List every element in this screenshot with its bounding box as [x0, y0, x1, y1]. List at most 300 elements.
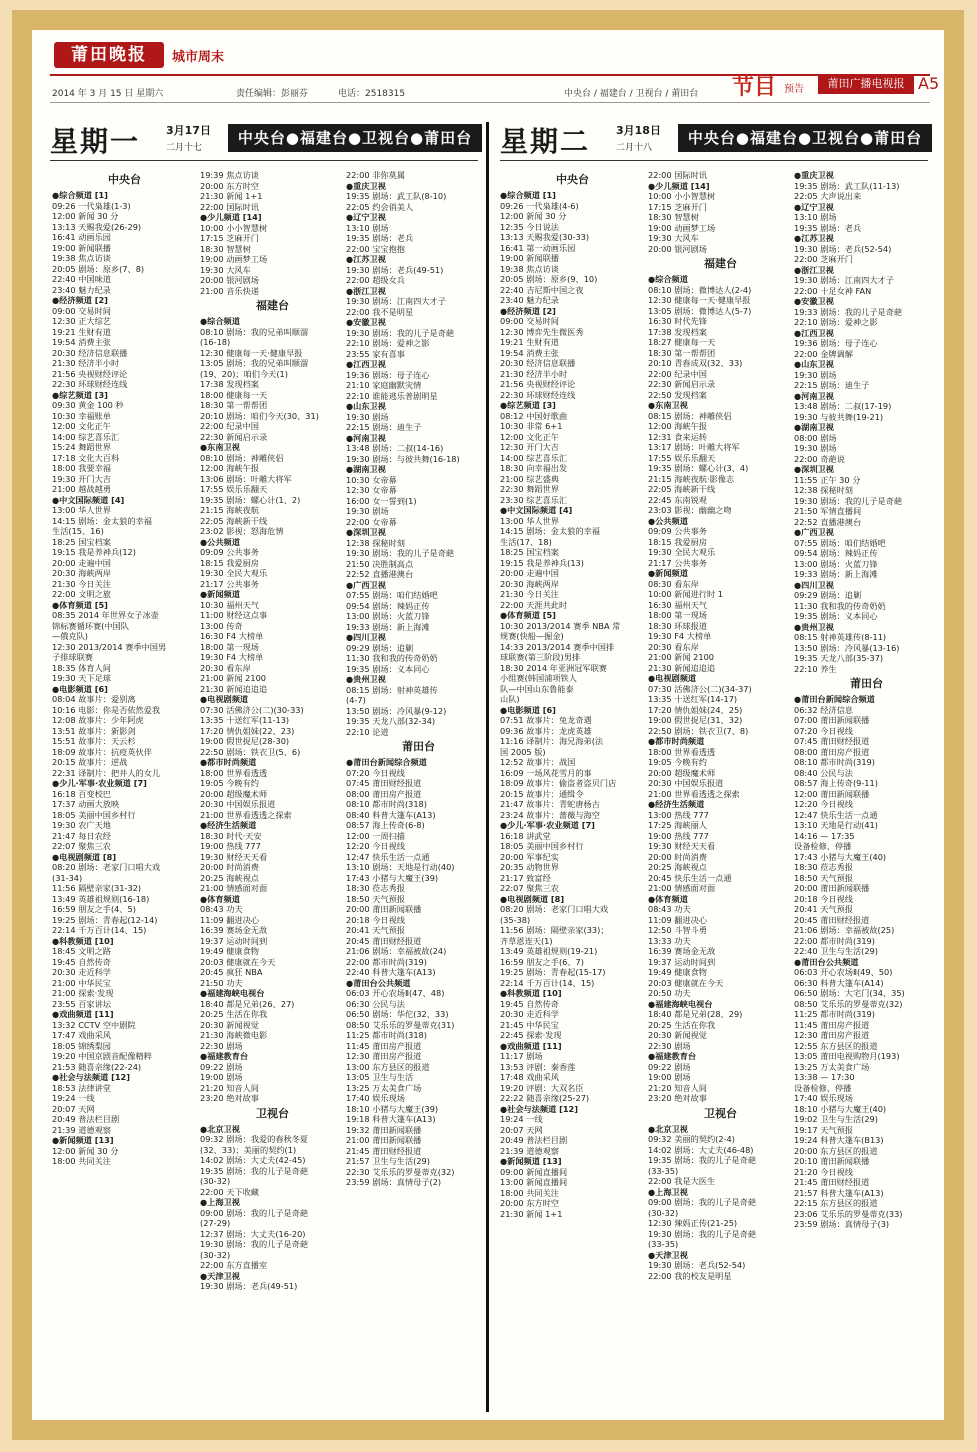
program-line: 20:41 天气预报 [346, 925, 405, 935]
program-line: 16:59 朋友之手(4、5) [52, 904, 136, 914]
program-line: 22:07 聚焦三农 [500, 883, 559, 893]
program-line: 09:22 剧场 [200, 1061, 243, 1072]
program-line: 10:00 小小智慧树 [200, 222, 268, 233]
program-line: 12:55 东方县区的报道 [794, 1040, 878, 1051]
program-line: 21:30 新闻追追追 [648, 662, 716, 673]
program-line: 15:24 舞蹈世界 [52, 442, 111, 452]
program-line: 22:00 国际时讯 [648, 170, 707, 180]
program-line: 20:00 时尚消费 [648, 851, 707, 862]
program-line: 19:25 剧场：青春起(12-14) [52, 914, 158, 925]
program-line: 13:05 莆田电视购物月(193) [794, 1051, 900, 1061]
program-line: 23:24 故事片：蔷薇与海空 [500, 809, 600, 820]
program-line: 21:30 新闻追追追 [200, 683, 268, 694]
program-line: 20:15 故事片：通缉令 [500, 788, 584, 799]
program-line: 19:30 剧场：老兵(49-51) [200, 1281, 298, 1291]
program-line: 08:20 剧场：老家门口唱大戏 [52, 862, 161, 872]
program-line: 19:32 莆田新闻联播 [346, 1124, 422, 1135]
program-line: 19:30 剧场：与彼共舞(16-18) [346, 453, 460, 464]
program-line: 19:30 F4 大榜单 [648, 631, 712, 641]
program-line: 18:00 世界看透透 [648, 746, 716, 757]
program-line: 12:35 今日说法 [500, 221, 559, 232]
program-line: 09:22 剧场 [648, 1061, 691, 1072]
program-line: 21:17 公共事务 [200, 578, 259, 589]
program-line: 09:26 一代枭雄(1-3) [52, 200, 131, 211]
channel-heading: ●综合频道 [200, 316, 240, 326]
program-line: 06:50 剧场：华佗(32、33) [346, 1009, 449, 1019]
channel-heading: ●湖南卫视 [346, 464, 386, 474]
program-line: 21:00 新闻 2100 [648, 652, 715, 662]
program-line: 22:00 女帝幕 [346, 516, 397, 527]
program-line: 13:00 东方县区的报道 [346, 1061, 430, 1072]
program-line: 12:30 健康每一天·健康早报 [200, 347, 303, 358]
program-line: 13:32 CCTV 空中剧院 [52, 1019, 136, 1030]
program-line: 22:00 我不是明星 [346, 306, 414, 317]
channel-heading: ●科教频道 [10] [52, 935, 114, 946]
program-line: 22:00 金牌调解 [794, 348, 853, 359]
program-line: 锦标赛循环赛(中国队 [52, 620, 129, 631]
program-line: 23:03 影视：幽幽之吻 [648, 505, 732, 515]
program-line: 10:30 幸福账单 [52, 410, 111, 421]
channel-heading: ●中文国际频道 [4] [500, 505, 573, 515]
channel-heading: ●体育频道 [5] [52, 599, 108, 610]
program-line: 22:40 卫生与生活(29) [794, 946, 878, 956]
program-line: 22:14 千万百计(14、15) [500, 977, 595, 988]
program-line: 山队) [500, 694, 520, 704]
program-line: 19:38 焦点访谈 [500, 263, 559, 274]
channel-heading: ●重庆卫视 [346, 180, 386, 191]
masthead [32, 30, 944, 100]
program-line: 齐草恩连天(1) [500, 935, 553, 946]
program-line: 20:30 海峡两岸 [500, 578, 559, 589]
day-date: 3月18日 [616, 124, 661, 137]
day-lunar: 二月十八 [616, 143, 653, 153]
channel-heading: ●广西卫视 [346, 579, 386, 590]
program-line: 19:33 剧场：新上海滩 [346, 621, 430, 632]
program-line: 12:31 食来运转 [648, 431, 707, 442]
program-line: 11:45 莆田房产报道 [346, 1040, 422, 1051]
program-line: 13:33 功夫 [648, 935, 691, 946]
program-line: 20:07 天网 [52, 1103, 95, 1114]
program-line: 19:00 动画梦工场 [648, 222, 716, 233]
program-line: 20:45 莆田财经报道 [794, 914, 870, 925]
program-line: 21:15 海峡夜航·影像志 [648, 473, 735, 484]
program-line: 16:41 第一动画乐园 [500, 242, 576, 253]
program-line: 11:30 我和我的传奇奶奶 [346, 653, 438, 663]
program-line: 07:20 今日视线 [794, 725, 853, 736]
program-line: 12:00 海峡午报 [200, 463, 259, 473]
program-line: 18:10 小猪与大魔王(40) [794, 1103, 887, 1114]
program-line: 21:30 新闻 1+1 [500, 1208, 563, 1219]
program-line: 21:47 每日农经 [52, 830, 111, 841]
listing-column [200, 170, 345, 1410]
program-line: 17:37 动画大放映 [52, 799, 120, 809]
program-line: 20:15 故事片：逆战 [52, 757, 128, 767]
program-line: 18:30 环球报道 [648, 620, 707, 631]
program-line: 14:15 剧场：金太狼的幸福 [52, 515, 152, 526]
program-line: 08:50 艾乐乐的罗曼蒂克(31) [346, 1019, 455, 1030]
program-line: 21:57 卫生与生活(29) [346, 1156, 430, 1166]
program-line: 18:09 故事片：偷盗者盗贝门店 [500, 778, 617, 788]
program-line: 20:00 东方时空 [200, 180, 259, 191]
program-line: 设备检修、停播 [794, 1082, 852, 1093]
program-line: 14:16 — 17:35 [794, 830, 855, 841]
program-line: 23:40 魅力纪录 [500, 295, 559, 305]
program-line: 16:18 讲武堂 [500, 830, 551, 841]
program-line: 21:00 情感面对面 [200, 883, 268, 893]
program-line: 19:35 剧场：老兵 [346, 233, 414, 243]
program-line: 17:15 芝麻开门 [200, 233, 259, 243]
program-line: 23:20 绝对故事 [648, 1093, 707, 1103]
program-line: 19:54 消费主张 [52, 337, 111, 347]
listing-column [52, 170, 197, 1410]
program-line: 12:00 新闻 30 分 [52, 1145, 119, 1156]
channel-heading: ●戏曲频道 [11] [52, 1009, 114, 1019]
program-line: 20:00 超级魔术师 [200, 788, 268, 799]
program-line: 13:00 剧场：火蓝刀锋 [346, 611, 430, 621]
channel-heading: ●安徽卫视 [794, 296, 834, 306]
channel-heading: ●中文国际频道 [4] [52, 494, 125, 505]
program-line: 22:50 发现档案 [648, 389, 707, 400]
program-line: 16:00 女一誓到(1) [346, 495, 417, 506]
channel-heading: ●经济生活频道 [200, 820, 257, 830]
program-line: 22:00 宝宝抱抱 [346, 243, 405, 254]
program-line: 15:51 故事片：天云杉 [52, 736, 136, 746]
program-line: 21:50 军情直播间 [794, 506, 862, 516]
channel-heading: ●都市时尚频道 [200, 757, 257, 767]
program-line: 13:10 天地是行动(41) [794, 820, 878, 830]
program-line: 14:33 2013/2014 赛季中国排 [500, 641, 615, 652]
listing-column [648, 170, 793, 1410]
program-line: 06:30 公民与法 [346, 998, 405, 1009]
program-line: 20:25 海峡视点 [648, 862, 707, 872]
channel-heading: ●经济频道 [2] [52, 295, 108, 305]
program-line: 23:30 综艺喜乐汇 [500, 494, 568, 505]
program-line: 13:00 传奇 [200, 620, 243, 631]
program-line: 13:05 剧场：微博达人(5-7) [648, 305, 752, 316]
program-line: 20:30 中国娱乐报道 [200, 799, 276, 809]
program-line: 17:38 发现档案 [200, 379, 259, 389]
program-line: 13:17 剧场：叶雕大将军 [648, 442, 740, 452]
program-line: 08:40 科普大篷车(A13) [346, 809, 436, 820]
program-line: 19:38 焦点访谈 [52, 253, 111, 263]
channel-heading: ●贵州卫视 [346, 674, 386, 684]
program-line: 20:05 剧场：原乡(9、10) [500, 274, 598, 284]
program-line: 10:30 2013/2014 赛季 NBA 常 [500, 620, 621, 631]
program-line: 06:32 经济信息 [794, 704, 853, 715]
program-line: 12:30 莆田房产报道 [794, 1030, 870, 1040]
program-line: 19:30 剧场：老兵(52-54) [648, 1260, 746, 1270]
program-line: 07:00 莆田新闻联播 [794, 715, 870, 725]
program-line: 19:35 剧场：螺心计(3、4) [648, 463, 749, 473]
program-line: 18:30 向幸福出发 [500, 463, 568, 473]
channel-heading: ●体育频道 [648, 893, 688, 904]
program-line: 11:30 我和我的传奇奶奶 [794, 600, 886, 611]
program-line: 19:24 科普大篷车(B13) [794, 1135, 884, 1145]
program-line: 12:50 斗智斗勇 [648, 925, 707, 935]
program-line: 20:00 东方县区的报道 [794, 1145, 878, 1156]
program-line: 08:10 剧场：神雕侠侣 [200, 452, 284, 463]
program-line: 11:25 都市时尚(318) [346, 1030, 427, 1040]
program-line: 19:30 剧场：我的儿子是奇葩 [346, 327, 455, 338]
channel-heading: ●深圳卫视 [794, 464, 834, 474]
program-line: 22:31 译制片：把井人的女儿 [52, 767, 161, 778]
program-line: 19:30 财经天天看 [648, 841, 716, 851]
program-line: 17:40 娱乐现场 [794, 1093, 853, 1103]
program-line: (30-32) [200, 1176, 231, 1186]
channel-heading: ●江苏卫视 [794, 233, 834, 243]
program-line: 19:17 天气预报 [794, 1124, 853, 1135]
program-line: 16:41 动画乐园 [52, 232, 111, 242]
program-line: 19:49 健康食物 [648, 967, 707, 977]
channel-bar: 中央台●福建台●卫视台●莆田台 [228, 124, 482, 152]
program-line: 09:29 剧场：追剿 [346, 642, 414, 653]
program-line: 21:30 新闻 1+1 [200, 191, 263, 201]
program-line: 18:00 第一现场 [200, 641, 259, 652]
program-line: 17:55 娱乐乐翻天 [648, 452, 716, 463]
program-line: 18:00 共同关注 [500, 1187, 559, 1198]
program-line: 20:49 普法栏目剧 [52, 1114, 120, 1124]
program-line: 17:20 情仇姐妹(22、23) [200, 725, 295, 736]
program-line: 10:16 电影：你是否依然爱我 [52, 704, 161, 715]
channel-heading: ●四川卫视 [794, 579, 834, 590]
program-line: 19:45 自然传奇 [52, 956, 111, 967]
program-line: 11:00 财经这点事 [200, 610, 268, 620]
program-line: 08:10 都市时尚(319) [794, 757, 875, 767]
program-line: 10:00 新闻进行时 1 [648, 589, 723, 599]
program-line: 16:39 赛场金无敌 [648, 946, 716, 956]
program-line: 19:30 财经天天看 [200, 851, 268, 862]
program-line: 18:05 美丽中国乡村行 [52, 809, 136, 820]
program-line: 球联赛(第三阶段)男排 [500, 652, 581, 662]
channel-heading: ●体育频道 [200, 893, 240, 904]
region-heading: 中央台 [108, 173, 141, 186]
program-line: 22:00 都市时尚(319) [794, 935, 875, 946]
program-line: 14:00 综艺喜乐汇 [52, 431, 120, 442]
program-line: 09:00 剧场：我的儿子是奇葩 [648, 1197, 757, 1207]
program-line: 08:15 剧场：射神英雄传 [346, 684, 438, 695]
program-line: 13:06 剧场：叶雕大将军 [200, 473, 292, 484]
program-line: 19:45 自然传奇 [500, 998, 559, 1009]
program-line: 12:30 健康每一天·健康早报 [648, 295, 751, 305]
page-number: A5 [918, 74, 940, 93]
program-line: 18:50 天气预报 [346, 893, 405, 904]
program-line: 19:37 运动时间到 [648, 956, 716, 967]
channel-heading: ●少儿·军事·农业频道 [7] [52, 778, 147, 788]
program-line: 20:30 中国娱乐报道 [648, 778, 724, 788]
program-line: 22:15 剧场：迪生子 [346, 422, 422, 432]
program-line: 19:35 剧场：武工队(8-10) [346, 191, 447, 201]
program-line: 08:57 海上传奇(9-11) [794, 778, 878, 788]
program-line: 19:35 剧场：螺心计(1、2) [200, 494, 301, 505]
program-line: 12:47 快乐生活一点通 [794, 809, 878, 820]
program-line: 19:00 动画梦工场 [200, 254, 268, 264]
program-line: 11:55 正午 30 分 [794, 474, 861, 485]
program-line: 22:50 剧场：铁衣卫(5、6) [200, 746, 301, 757]
channel-heading: ●新闻频道 [13] [500, 1156, 562, 1166]
program-line: 09:54 剧场：辣妈正传 [346, 600, 430, 611]
program-line: 11:16 译制片：海兄海弟(法 [500, 736, 604, 746]
program-line: 12:38 探秘时刻 [794, 485, 853, 495]
day-date: 3月17日 [166, 124, 211, 137]
program-line: 22:00 国际时讯 [200, 201, 259, 212]
program-line: 12:30 博弈先生微医秀 [500, 326, 584, 337]
program-line: 09:09 公共事务 [200, 547, 259, 557]
channel-heading: ●广西卫视 [794, 527, 834, 537]
program-line: 19:30 剧场 [346, 411, 389, 422]
program-line: 21:20 知音人间 [200, 1082, 259, 1093]
program-line: 19:36 剧场：母子连心 [794, 338, 878, 348]
channel-heading: ●电影频道 [6] [500, 704, 556, 715]
program-line: 11:56 隔壁亲家(31-32) [52, 883, 142, 893]
program-line: 09:32 美丽的契约(2-4) [648, 1134, 735, 1144]
program-line: 21:00 新闻 2100 [200, 673, 267, 683]
program-line: 19:25 剧场：青春起(15-17) [500, 967, 606, 977]
header-rule [50, 74, 930, 76]
program-line: 20:00 超级魔术师 [648, 767, 716, 778]
program-line: 22:05 海峡新干线 [200, 515, 268, 526]
program-line: 22:52 直播港澳台 [346, 569, 414, 579]
channel-heading: ●天津卫视 [648, 1249, 688, 1260]
program-line: 16:59 朋友之手(6、7) [500, 956, 584, 967]
program-line: 19:39 焦点访谈 [200, 170, 259, 180]
program-line: 12:00 新闻 30 分 [52, 211, 119, 221]
program-line: 19:35 剧场：武工队(11-13) [794, 180, 900, 191]
program-line: 19:30 剧场：老兵(52-54) [794, 243, 892, 254]
program-line: 12:00 一周扫描 [346, 830, 405, 841]
program-line: 22:30 艾乐乐的罗曼蒂克(32) [346, 1166, 455, 1177]
program-line: 19:18 科普大篷车(A13) [346, 1114, 436, 1124]
program-line: 09:00 交易时间 [500, 316, 559, 326]
program-line: 23:02 影视：怒海危情 [200, 526, 284, 536]
program-line: 13:00 热线 777 [648, 809, 709, 820]
program-line: 19:00 剧场 [648, 1072, 691, 1082]
channel-heading: ●河南卫视 [346, 432, 386, 443]
program-line: 20:10 剧场：咱们今天(30、31) [200, 410, 319, 421]
program-line: 18:35 体育人间 [52, 662, 111, 673]
program-line: 08:15 剧场：神雕侠侣 [648, 410, 732, 421]
program-line: 22:00 十足女神 FAN [794, 285, 872, 296]
program-line: 22:05 大声说出来 [794, 191, 862, 201]
program-line: 10:30 福州天气 [200, 599, 259, 610]
program-line: 21:45 莆田财经报道 [794, 1177, 870, 1187]
editor: 责任编辑：彭丽芬 [236, 89, 309, 99]
program-line: 21:06 剧场：幸福被故(25) [794, 925, 895, 935]
program-line: 19:35 剧场：我的儿子是奇葩 [648, 1155, 757, 1165]
channel-heading: ●少儿频道 [14] [648, 180, 710, 191]
program-line: 07:51 故事片：兔龙奇遇 [500, 715, 592, 725]
program-line: 19:30 剧场 [794, 443, 837, 453]
program-line: 17:43 小猪与大魔王(40) [794, 851, 887, 862]
program-line: 18:30 时代·天安 [200, 830, 262, 841]
program-line: 19:21 生财有道 [52, 326, 111, 337]
program-line: 19:24 一线 [500, 1114, 543, 1124]
channel-heading: ●辽宁卫视 [794, 201, 834, 212]
channel-heading: ●四川卫视 [346, 632, 386, 642]
program-line: 19:02 卫生与生活(29) [794, 1114, 878, 1124]
program-line: 12:47 快乐生活一点通 [346, 851, 430, 862]
day-rule [500, 160, 928, 161]
region-heading: 卫视台 [256, 1106, 289, 1120]
program-line: 12:00 文化正午 [500, 431, 559, 442]
program-line: 21:45 莆田财经报道 [346, 1145, 422, 1156]
channel-heading: ●综艺频道 [3] [52, 389, 108, 400]
program-line: 22:22 随喜亲缘(25-27) [500, 1093, 590, 1103]
program-line: 16:39 赛场金无敌 [200, 925, 268, 935]
program-line: 21:57 科普大篷车(A13) [794, 1187, 884, 1198]
program-line: 07:20 今日视线 [346, 767, 405, 778]
program-line: 18:30 第一帮帮团 [648, 347, 716, 358]
program-line: 22:45 探索·发现 [500, 1030, 562, 1040]
program-line: 12:38 探秘时刻 [346, 537, 405, 548]
info-rule [50, 102, 930, 103]
program-line: 13:51 故事片：新影剑 [52, 725, 136, 736]
channel-heading: ●综合频道 [1] [500, 190, 556, 200]
program-line: 19:00 热线 777 [648, 830, 709, 841]
program-line: 08:10 剧场：我的兄弟叫顺溜 [200, 326, 309, 337]
program-line: 07:30 活佛济公(二)(34-37) [648, 683, 752, 694]
section-tag: 城市周末 [172, 50, 225, 65]
program-line: 21:45 中华民宝 [500, 1019, 559, 1030]
channel-heading: ●体育频道 [5] [500, 610, 556, 620]
program-line: 17:43 小猪与大魔王(39) [346, 872, 439, 883]
program-line: 20:30 新闻视觉 [200, 1019, 259, 1030]
program-line: 10:30 女帝幕 [346, 474, 397, 485]
program-line: 19:30 剧场：我的儿子是奇葩 [200, 1239, 309, 1249]
program-line: 22:10 剧场：爱神之影 [794, 317, 878, 327]
program-line: 12:30 辣妈正传(21-25) [648, 1218, 738, 1228]
program-line: 08:15 射神英雄传(8-11) [794, 632, 887, 642]
channel-heading: ●新闻频道 [648, 568, 688, 578]
program-line: 22:00 超级女兵 [346, 275, 405, 285]
program-line: 20:41 天气预报 [794, 904, 853, 914]
program-line: 19:54 消费主张 [500, 347, 559, 358]
program-line: 13:10 剧场：天地是行动(40) [346, 862, 455, 872]
program-line: 20:45 莆田财经报道 [346, 935, 422, 946]
program-line: 13:10 剧场 [346, 222, 389, 233]
program-line: (30-32) [200, 1249, 231, 1260]
program-line: 09:09 公共事务 [648, 526, 707, 536]
program-line: 21:00 探索·发现 [52, 988, 114, 998]
program-line: 09:26 一代枭雄(4-6) [500, 200, 579, 211]
program-line: 10:00 小小智慧树 [648, 191, 716, 201]
program-line: 13:05 卫生与生活 [346, 1072, 414, 1082]
channel-heading: ●经济生活频道 [648, 799, 705, 809]
program-line: 22:50 剧场：铁衣卫(7、8) [648, 725, 749, 736]
day-header-tuesday [500, 120, 936, 156]
program-line: 09:30 黄金 100 秒 [52, 400, 124, 410]
program-line: 12:00 新闻 30 分 [500, 211, 567, 221]
program-line: 生活(15、16) [52, 526, 104, 536]
program-line: 20:18 今日视线 [794, 893, 853, 904]
program-line: 22:30 剧场 [648, 1040, 691, 1051]
program-line: 14:00 综艺喜乐汇 [500, 452, 568, 463]
program-line: —俄克队) [52, 631, 88, 641]
program-line: 18:30 莅志秀报 [346, 883, 405, 893]
channel-heading: ●天津卫视 [200, 1270, 240, 1281]
program-line: 22:30 新闻启示录 [200, 431, 268, 442]
program-line: 18:25 国宝档案 [52, 536, 111, 547]
program-line: 18:40 都是兄弟(26、27) [200, 998, 295, 1009]
program-line: 22:45 东南锐观 [648, 494, 707, 505]
channel-heading: ●戏曲频道 [11] [500, 1040, 562, 1051]
program-line: 11:45 莆田房产报道 [794, 1019, 870, 1030]
program-line: 12:30 开门大吉 [500, 442, 559, 452]
program-line: 12:37 剧场：大丈夫(16-20) [200, 1228, 306, 1239]
program-line: 22:10 论道 [346, 726, 389, 737]
program-line: 18:30 智慧树 [648, 212, 699, 222]
channel-heading: ●电视剧频道 [8] [500, 893, 565, 904]
program-line: 22:00 纪录中国 [200, 421, 259, 431]
